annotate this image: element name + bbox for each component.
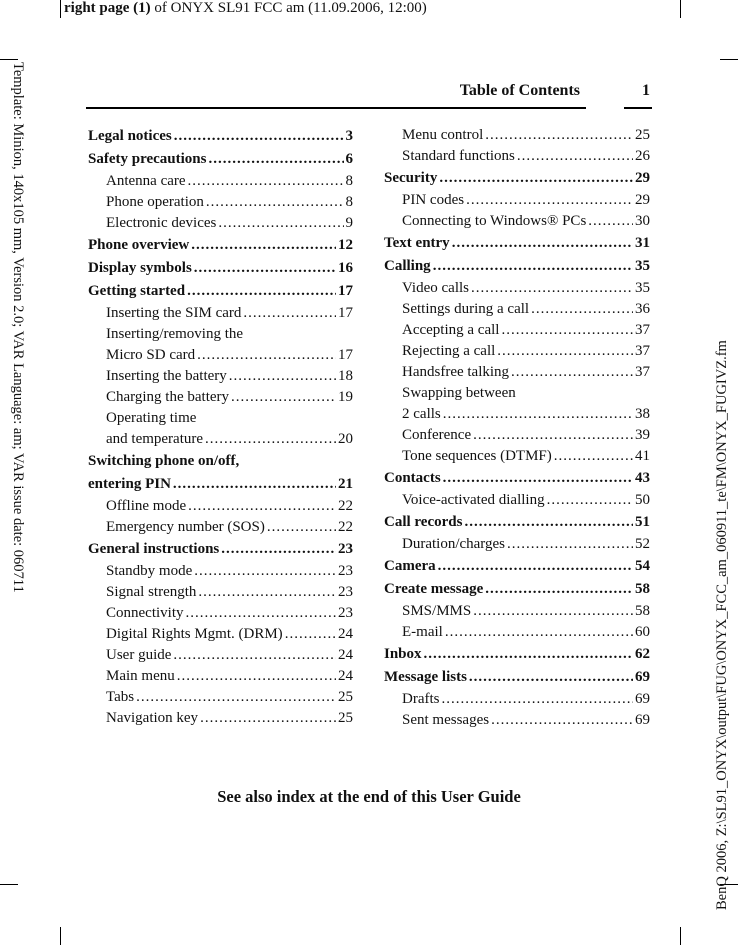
toc-subsection-entry[interactable] — [384, 320, 650, 341]
toc-entry-continued: Operating time — [106, 410, 197, 426]
toc-entry-title: Voice-activated dialling — [402, 492, 545, 508]
toc-entry-page: 37 — [635, 322, 650, 338]
toc-entry-title: Connecting to Windows® PCs — [402, 213, 587, 229]
toc-subsection-entry[interactable] — [384, 190, 650, 211]
toc-dot-leader — [439, 167, 633, 190]
toc-entry-page: 37 — [635, 343, 650, 359]
toc-section-entry[interactable] — [384, 232, 650, 255]
toc-dot-leader — [588, 211, 633, 232]
toc-entry-title: Inbox — [384, 646, 422, 662]
toc-entry-title: Standby mode — [106, 563, 193, 579]
toc-dot-leader — [473, 425, 633, 446]
toc-dot-leader — [452, 232, 633, 255]
toc-dot-leader — [186, 603, 337, 624]
toc-entry-page: 54 — [635, 558, 650, 574]
toc-entry-page: 9 — [345, 215, 353, 231]
toc-dot-leader — [243, 303, 336, 324]
toc-subsection-entry[interactable] — [384, 211, 650, 232]
header-rule — [86, 107, 652, 109]
file-info-line — [64, 0, 427, 17]
template-info-margin — [4, 62, 28, 812]
toc-entry-page: 58 — [635, 581, 650, 597]
toc-left-column — [88, 125, 353, 729]
toc-subsection-entry[interactable] — [88, 517, 353, 538]
toc-dot-leader — [471, 278, 633, 299]
toc-entry-page: 29 — [635, 170, 650, 186]
toc-entry-title: Phone overview — [88, 237, 190, 253]
toc-entry-page: 51 — [635, 514, 650, 530]
toc-entry-page: 18 — [338, 368, 353, 384]
toc-entry-continued: Switching phone on/off, — [88, 453, 240, 469]
toc-subsection-entry[interactable] — [88, 666, 353, 687]
toc-subsection-entry[interactable] — [88, 366, 353, 387]
toc-section-entry[interactable] — [384, 511, 650, 534]
toc-entry-page: 22 — [338, 498, 353, 514]
toc-subsection-entry[interactable] — [88, 345, 353, 366]
crop-mark-top-left — [60, 0, 61, 18]
toc-entry-page: 69 — [635, 691, 650, 707]
toc-dot-leader — [136, 687, 336, 708]
toc-section-entry[interactable] — [88, 125, 353, 148]
toc-subsection-entry[interactable] — [88, 387, 353, 408]
toc-dot-leader — [200, 708, 336, 729]
toc-entry-page: 23 — [338, 584, 353, 600]
toc-entry-title: Rejecting a call — [402, 343, 496, 359]
toc-section-entry[interactable] — [384, 578, 650, 601]
toc-dot-leader — [491, 710, 633, 731]
toc-entry-title: Legal notices — [88, 128, 172, 144]
toc-entry-page: 29 — [635, 192, 650, 208]
toc-subsection-entry[interactable] — [88, 496, 353, 517]
toc-entry-page: 17 — [338, 347, 353, 363]
toc-entry-title: Display symbols — [88, 260, 192, 276]
toc-entry-page: 16 — [338, 260, 353, 276]
crop-mark-bottom-right — [680, 927, 681, 945]
toc-dot-leader — [469, 666, 633, 689]
toc-dot-leader — [424, 643, 633, 666]
toc-entry-page: 35 — [635, 280, 650, 296]
toc-subsection-entry[interactable] — [88, 603, 353, 624]
toc-dot-leader — [197, 345, 336, 366]
toc-dot-leader — [194, 561, 336, 582]
toc-subsection-entry[interactable] — [384, 341, 650, 362]
toc-entry-page: 30 — [635, 213, 650, 229]
toc-dot-leader — [206, 192, 344, 213]
toc-dot-leader — [218, 213, 343, 234]
crop-mark-left-lower — [0, 884, 18, 885]
toc-entry-page: 38 — [635, 406, 650, 422]
toc-entry-title: and temperature — [106, 431, 204, 447]
toc-subsection-entry[interactable] — [88, 624, 353, 645]
toc-entry-title: Digital Rights Mgmt. (DRM) — [106, 626, 283, 642]
toc-subsection-entry[interactable] — [384, 710, 650, 731]
template-info-text: Template: Minion, 140x105 mm, Version 2.0; VAR Language: am; VAR issue date: 060711 — [10, 62, 26, 593]
file-path-text: BenQ 2006, Z:\SL91_ONYX\output\FUG\ONYX_FCC_am_060911_te\FM\ONYX_FUGIVZ.fm — [714, 340, 730, 910]
toc-subsection-entry[interactable] — [88, 561, 353, 582]
toc-dot-leader — [473, 601, 633, 622]
toc-entry-page: 23 — [338, 605, 353, 621]
toc-subsection-entry[interactable] — [384, 534, 650, 555]
toc-section-entry[interactable] — [88, 148, 353, 171]
toc-entry-title: Menu control — [402, 127, 484, 143]
crop-mark-left-upper — [0, 59, 18, 60]
toc-dot-leader — [501, 320, 633, 341]
toc-dot-leader — [173, 473, 336, 496]
toc-section-entry[interactable] — [384, 643, 650, 666]
toc-entry-title: Accepting a call — [402, 322, 500, 338]
file-info-bold: right page (1) — [64, 0, 151, 16]
toc-entry-title: Conference — [402, 427, 472, 443]
toc-subsection-entry[interactable] — [88, 582, 353, 603]
toc-dot-leader — [433, 255, 633, 278]
toc-dot-leader — [443, 404, 633, 425]
toc-dot-leader — [507, 534, 633, 555]
page-title: Table of Contents — [459, 82, 580, 99]
toc-entry-title: Connectivity — [106, 605, 184, 621]
toc-entry-page: 24 — [338, 647, 353, 663]
toc-dot-leader — [485, 578, 633, 601]
toc-entry-page: 20 — [338, 431, 353, 447]
toc-entry-title: Standard functions — [402, 148, 515, 164]
toc-dot-leader — [174, 125, 344, 148]
toc-entry-title: Sent messages — [402, 712, 490, 728]
toc-entry-title: Duration/charges — [402, 536, 506, 552]
toc-entry-page: 25 — [338, 710, 353, 726]
toc-subsection-entry[interactable] — [384, 146, 650, 167]
toc-entry-page: 69 — [635, 669, 650, 685]
toc-entry-title: Navigation key — [106, 710, 199, 726]
file-info-rest: of ONYX SL91 FCC am (11.09.2006, 12:00) — [150, 0, 427, 16]
toc-entry-continued: Swapping between — [402, 385, 516, 401]
toc-entry-title: Create message — [384, 581, 484, 597]
toc-subsection-entry[interactable] — [384, 425, 650, 446]
toc-entry-title: Signal strength — [106, 584, 197, 600]
toc-entry-page: 43 — [635, 470, 650, 486]
toc-entry-title: Electronic devices — [106, 215, 217, 231]
toc-entry-page: 39 — [635, 427, 650, 443]
toc-entry-page: 6 — [345, 151, 353, 167]
toc-dot-leader — [177, 666, 336, 687]
toc-entry-title: Security — [384, 170, 438, 186]
toc-dot-leader — [229, 366, 336, 387]
toc-entry-page: 23 — [338, 541, 353, 557]
toc-entry-page: 17 — [338, 283, 353, 299]
toc-entry-title: Antenna care — [106, 173, 186, 189]
toc-entry-page: 62 — [635, 646, 650, 662]
toc-subsection-entry[interactable] — [384, 362, 650, 383]
toc-section-entry[interactable] — [384, 167, 650, 190]
toc-section-entry[interactable] — [88, 234, 353, 257]
toc-dot-leader — [531, 299, 633, 320]
toc-dot-leader — [554, 446, 633, 467]
toc-section-entry[interactable] — [88, 538, 353, 561]
toc-entry-title: Settings during a call — [402, 301, 530, 317]
toc-entry-page: 31 — [635, 235, 650, 251]
toc-entry-title: SMS/MMS — [402, 603, 472, 619]
toc-dot-leader — [466, 190, 633, 211]
toc-dot-leader — [442, 689, 634, 710]
toc-entry-title: Call records — [384, 514, 463, 530]
toc-entry-page: 35 — [635, 258, 650, 274]
toc-entry-continued: Inserting/removing the — [106, 326, 244, 342]
toc-entry-page: 22 — [338, 519, 353, 535]
toc-subsection-entry[interactable] — [384, 125, 650, 146]
toc-entry-page: 25 — [635, 127, 650, 143]
toc-section-entry[interactable] — [88, 473, 353, 496]
toc-subsection-entry[interactable] — [88, 213, 353, 234]
toc-entry-title: Offline mode — [106, 498, 187, 514]
crop-mark-top-right — [680, 0, 681, 18]
toc-entry-title: Text entry — [384, 235, 450, 251]
toc-entry-title: Calling — [384, 258, 431, 274]
toc-entry-page: 41 — [635, 448, 650, 464]
toc-entry-page: 21 — [338, 476, 353, 492]
toc-entry-title: 2 calls — [402, 406, 441, 422]
toc-entry-title: Camera — [384, 558, 436, 574]
toc-dot-leader — [285, 624, 336, 645]
toc-entry-page: 8 — [345, 173, 353, 189]
toc-dot-leader — [187, 280, 336, 303]
toc-dot-leader — [445, 622, 633, 643]
toc-section-entry[interactable] — [88, 257, 353, 280]
toc-subsection-entry[interactable] — [88, 303, 353, 324]
toc-entry-page: 36 — [635, 301, 650, 317]
toc-entry-page: 52 — [635, 536, 650, 552]
toc-entry-title: Main menu — [106, 668, 175, 684]
toc-entry-page: 17 — [338, 305, 353, 321]
crop-mark-right-upper — [720, 59, 738, 60]
toc-entry-page: 25 — [338, 689, 353, 705]
toc-dot-leader — [208, 148, 343, 171]
toc-dot-leader — [464, 511, 633, 534]
toc-dot-leader — [547, 490, 633, 511]
toc-entry-title: E-mail — [402, 624, 443, 640]
toc-dot-leader — [485, 125, 633, 146]
page-header — [86, 82, 652, 110]
toc-entry-title: Charging the battery — [106, 389, 230, 405]
crop-mark-bottom-left — [60, 927, 61, 945]
toc-section-entry[interactable] — [384, 666, 650, 689]
toc-dot-leader — [191, 234, 336, 257]
toc-entry-title: Drafts — [402, 691, 440, 707]
toc-entry-title: Inserting the SIM card — [106, 305, 242, 321]
toc-dot-leader — [221, 538, 336, 561]
toc-subsection-entry[interactable] — [88, 429, 353, 450]
toc-entry-page: 24 — [338, 626, 353, 642]
toc-section-entry[interactable] — [384, 467, 650, 490]
toc-entry-title: Tabs — [106, 689, 135, 705]
toc-entry-title: Handsfree talking — [402, 364, 510, 380]
toc-subsection-entry[interactable] — [384, 404, 650, 425]
toc-subsection-entry[interactable] — [384, 622, 650, 643]
toc-entry-page: 58 — [635, 603, 650, 619]
toc-entry-page: 24 — [338, 668, 353, 684]
toc-entry-page: 26 — [635, 148, 650, 164]
toc-entry-title: User guide — [106, 647, 172, 663]
toc-subsection-entry[interactable] — [384, 299, 650, 320]
toc-dot-leader — [438, 555, 633, 578]
toc-entry-page: 37 — [635, 364, 650, 380]
toc-entry-title: PIN codes — [402, 192, 465, 208]
toc-entry-title: Phone operation — [106, 194, 204, 210]
header-rule-gap — [586, 105, 624, 111]
toc-entry-title: Contacts — [384, 470, 441, 486]
toc-entry-page: 60 — [635, 624, 650, 640]
toc-dot-leader — [443, 467, 633, 490]
toc-subsection-entry[interactable] — [384, 490, 650, 511]
toc-entry-page: 3 — [345, 128, 353, 144]
toc-entry-page: 12 — [338, 237, 353, 253]
toc-entry-title: Getting started — [88, 283, 186, 299]
toc-section-entry[interactable] — [384, 255, 650, 278]
toc-dot-leader — [173, 645, 336, 666]
toc-right-column — [384, 125, 650, 731]
toc-subsection-entry[interactable] — [88, 192, 353, 213]
toc-subsection-entry[interactable] — [88, 687, 353, 708]
toc-entry-title: Micro SD card — [106, 347, 196, 363]
toc-subsection-entry[interactable] — [384, 278, 650, 299]
toc-entry-page: 69 — [635, 712, 650, 728]
toc-dot-leader — [231, 387, 336, 408]
toc-entry-title: Emergency number (SOS) — [106, 519, 265, 535]
page-number: 1 — [642, 82, 650, 99]
toc-dot-leader — [497, 341, 633, 362]
toc-section-entry[interactable] — [88, 280, 353, 303]
toc-entry-page: 50 — [635, 492, 650, 508]
toc-entry-title: Message lists — [384, 669, 467, 685]
toc-dot-leader — [188, 171, 344, 192]
toc-section-entry[interactable] — [384, 555, 650, 578]
toc-entry-title: Tone sequences (DTMF) — [402, 448, 552, 464]
toc-entry-page: 23 — [338, 563, 353, 579]
toc-subsection-entry[interactable] — [88, 645, 353, 666]
toc-dot-leader — [205, 429, 336, 450]
toc-dot-leader — [188, 496, 336, 517]
toc-dot-leader — [511, 362, 633, 383]
toc-entry-page: 8 — [345, 194, 353, 210]
index-note: See also index at the end of this User Guide — [217, 787, 521, 806]
toc-entry-title: Safety precautions — [88, 151, 207, 167]
toc-subsection-entry[interactable] — [384, 689, 650, 710]
toc-subsection-entry[interactable] — [88, 171, 353, 192]
toc-entry-title: Inserting the battery — [106, 368, 227, 384]
toc-subsection-entry[interactable] — [384, 446, 650, 467]
toc-dot-leader — [194, 257, 336, 280]
toc-entry-title: General instructions — [88, 541, 220, 557]
toc-dot-leader — [198, 582, 336, 603]
toc-entry-page: 19 — [338, 389, 353, 405]
toc-entry-title: entering PIN — [88, 476, 171, 492]
file-path-margin — [712, 230, 736, 940]
toc-dot-leader — [267, 517, 336, 538]
toc-subsection-entry[interactable] — [384, 601, 650, 622]
toc-entry-title: Video calls — [402, 280, 469, 296]
toc-dot-leader — [517, 146, 633, 167]
toc-subsection-entry[interactable] — [88, 708, 353, 729]
